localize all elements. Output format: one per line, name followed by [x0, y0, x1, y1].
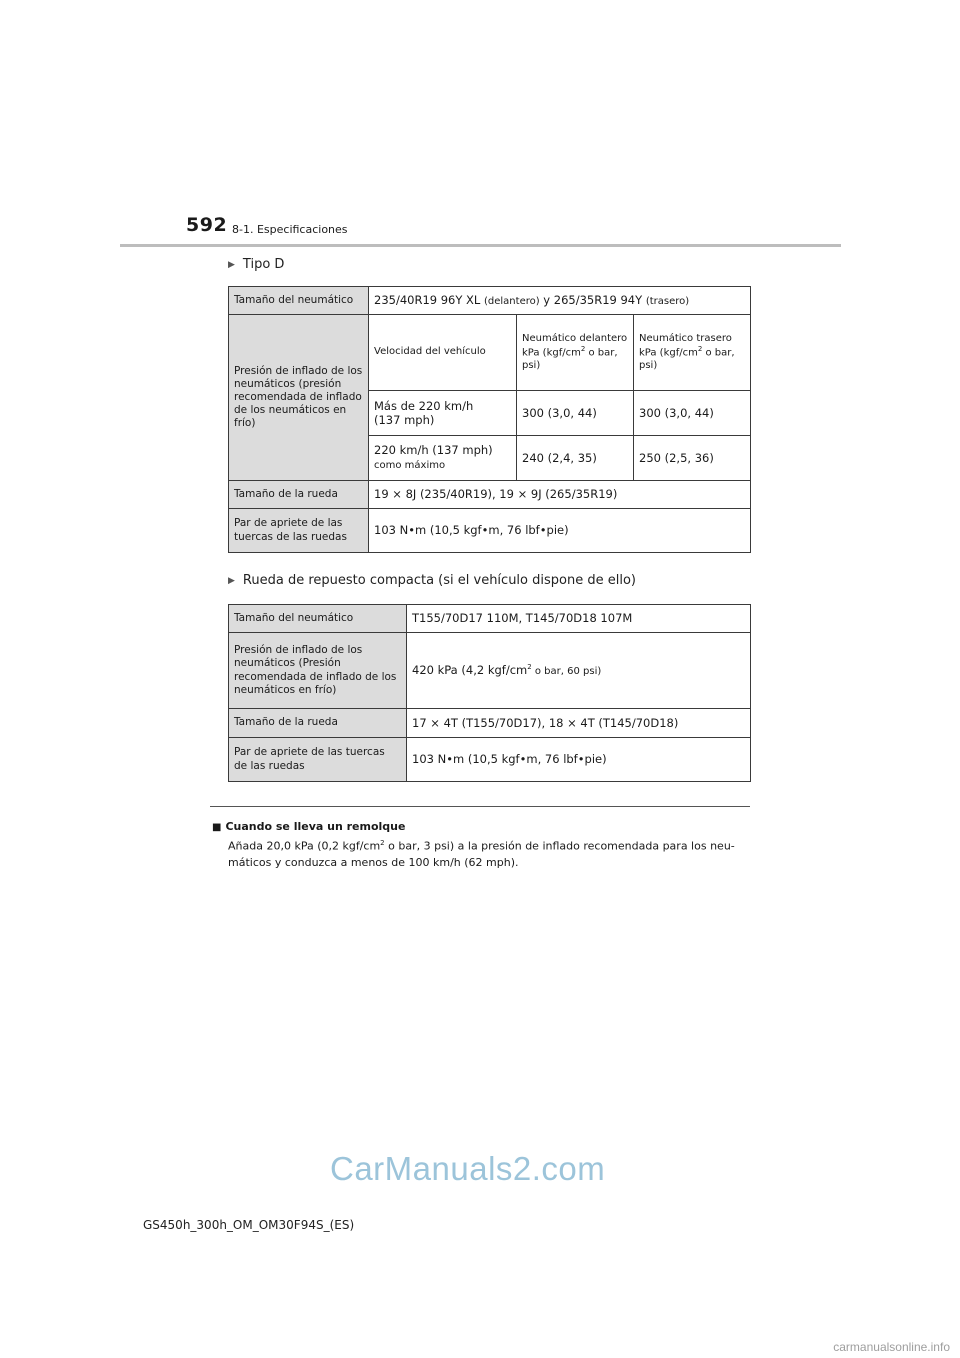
front-tire-column-header: [517, 315, 634, 391]
front-col-unit: kPa (kgf/cm: [522, 347, 581, 359]
superscript: 2: [580, 345, 586, 354]
superscript: 2: [527, 662, 532, 671]
table-row: [229, 709, 751, 738]
torque-label: Par de apriete de las tuercas de las ruedas: [229, 509, 369, 553]
speed-column-header: Velocidad del vehículo: [369, 315, 517, 391]
spare-tire-size-label: Tamaño del neumático: [229, 605, 407, 633]
table-row: [229, 633, 751, 709]
front-col-title: Neumático delantero: [522, 332, 628, 344]
site-credit: carmanualsonline.info: [833, 1340, 950, 1354]
front-pressure-cell: 300 (3,0, 44): [517, 391, 634, 436]
table-row: [229, 509, 751, 553]
speed-text-max: como máximo: [374, 460, 446, 472]
rear-col-unit: kPa (kgf/cm: [639, 347, 698, 359]
spare-torque-label: Par de apriete de las tuercas de las ruedas: [229, 738, 407, 782]
pressure-label: Presión de inflado de los neumáticos (presión recomendada de inflado de los neumáticos en frío): [229, 315, 369, 481]
spare-wheel-size-value: 17 × 4T (T155/70D17), 18 × 4T (T145/70D18): [407, 709, 751, 738]
note-title: [212, 820, 405, 833]
note-title-text: Cuando se lleva un remolque: [225, 820, 406, 833]
tipo-d-spec-table: [228, 286, 751, 553]
wheel-size-value: 19 × 8J (235/40R19), 19 × 9J (265/35R19): [369, 481, 751, 509]
rear-col-unit-rest: o bar, psi): [639, 347, 735, 371]
watermark-logo: CarManuals2.com: [330, 1150, 606, 1187]
spare-spec-table: [228, 604, 751, 782]
note-body: [228, 838, 748, 871]
tire-size-value: [369, 287, 751, 315]
note-divider: [210, 806, 750, 807]
speed-text: Más de 220 km/h: [374, 398, 474, 413]
superscript: 2: [697, 345, 703, 354]
table-row: [229, 605, 751, 633]
spare-pressure-label: Presión de inflado de los neumáticos (Presión recomendada de inflado de los neumáticos en frío): [229, 633, 407, 709]
table-row: [229, 481, 751, 509]
table-row: [229, 315, 751, 391]
pressure-text-rest: o bar, 60 psi): [531, 665, 602, 677]
triangle-right-icon: ▶: [228, 260, 235, 270]
wheel-size-label: Tamaño de la rueda: [229, 481, 369, 509]
tipo-d-heading-text: Tipo D: [242, 257, 285, 272]
square-icon: ■: [212, 822, 222, 833]
front-col-unit-rest: o bar, psi): [522, 347, 618, 371]
document-code: GS450h_300h_OM_OM30F94S_(ES): [143, 1218, 355, 1232]
rear-pressure-cell: 300 (3,0, 44): [634, 391, 751, 436]
tipo-d-heading: [228, 257, 284, 272]
rear-col-title: Neumático trasero: [639, 332, 732, 344]
page-number: 592: [186, 214, 228, 236]
spare-heading: [228, 573, 636, 588]
rear-note: (trasero): [645, 295, 690, 307]
spare-pressure-value: [407, 633, 751, 709]
front-note: (delantero): [484, 295, 540, 307]
front-pressure-cell: 240 (2,4, 35): [517, 436, 634, 481]
speed-cell: [369, 391, 517, 436]
spare-wheel-size-label: Tamaño de la rueda: [229, 709, 407, 738]
note-text-rest: o bar, 3 psi) a la presión de inflado recomendada para los neu-máticos y conduzca a menos de 100 km/h (62 mph).: [228, 839, 735, 869]
table-row: [229, 738, 751, 782]
spare-torque-value: 103 N•m (10,5 kgf•m, 76 lbf•pie): [407, 738, 751, 782]
table-row: [229, 287, 751, 315]
section-title: 8-1. Especificaciones: [232, 223, 348, 236]
tire-size-join: y 265/35R19 94Y: [539, 292, 646, 307]
rear-tire-column-header: [634, 315, 751, 391]
tire-size-label: Tamaño del neumático: [229, 287, 369, 315]
spare-heading-text: Rueda de repuesto compacta (si el vehículo dispone de ello): [242, 573, 636, 588]
note-text: Añada 20,0 kPa (0,2 kgf/cm: [228, 839, 381, 853]
speed-cell: [369, 436, 517, 481]
pressure-text: 420 kPa (4,2 kgf/cm: [412, 662, 528, 677]
torque-value: 103 N•m (10,5 kgf•m, 76 lbf•pie): [369, 509, 751, 553]
superscript: 2: [380, 839, 385, 847]
speed-text: 220 km/h (137 mph): [374, 443, 493, 458]
speed-text-mph: (137 mph): [374, 413, 435, 427]
header-divider: [120, 244, 841, 247]
tire-size-text: 235/40R19 96Y XL: [374, 292, 481, 307]
triangle-right-icon: ▶: [228, 576, 235, 586]
spare-tire-size-value: T155/70D17 110M, T145/70D18 107M: [407, 605, 751, 633]
rear-pressure-cell: 250 (2,5, 36): [634, 436, 751, 481]
